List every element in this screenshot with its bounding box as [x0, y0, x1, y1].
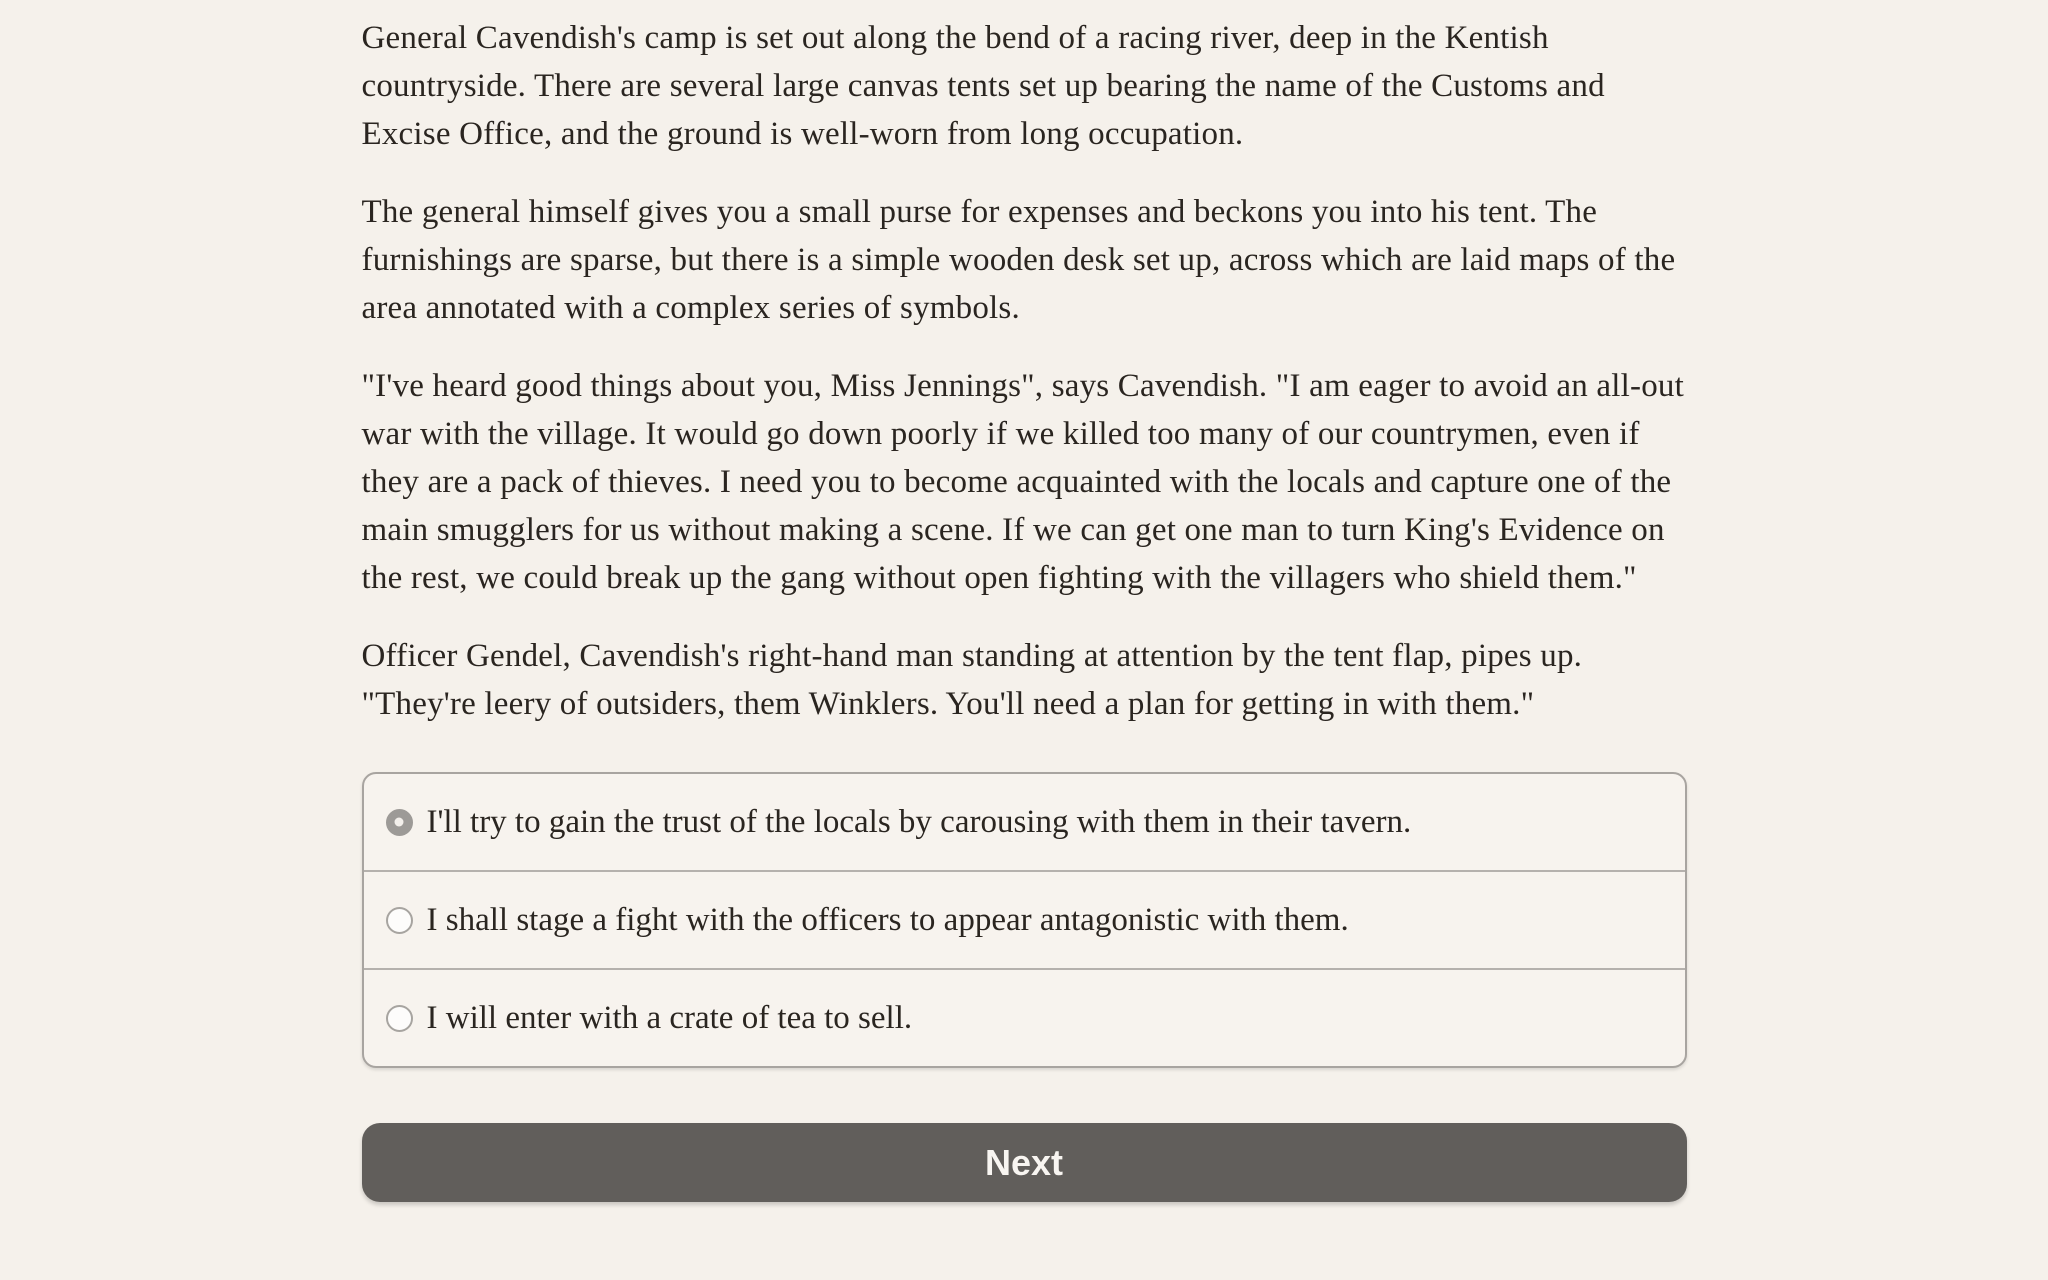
narrative-text — [362, 14, 1687, 728]
radio-button-icon[interactable] — [386, 809, 413, 836]
next-button[interactable]: Next — [362, 1123, 1687, 1202]
choice-label: I shall stage a fight with the officers to appear antagonistic with them. — [426, 902, 1349, 938]
choice-option-3[interactable] — [364, 968, 1685, 1066]
radio-button-icon[interactable] — [386, 907, 413, 934]
story-page — [362, 0, 1687, 1202]
choice-option-2[interactable] — [364, 870, 1685, 968]
radio-button-icon[interactable] — [386, 1005, 413, 1032]
choice-option-1[interactable] — [364, 774, 1685, 870]
story-paragraph: "I've heard good things about you, Miss Jennings", says Cavendish. "I am eager to avoid an all-out war with the village. It would go down poorly if we killed too many of our countrymen, even if they are a pack of thieves. I need you to become acquainted with the locals and capture one of the main smugglers for us without making a scene. If we can get one man to turn King's Evidence on the rest, we could break up the gang without open fighting with the villagers who shield them." — [361, 368, 1684, 596]
choice-label: I'll try to gain the trust of the locals by carousing with them in their tavern. — [426, 804, 1412, 840]
choice-label: I will enter with a crate of tea to sell. — [426, 1000, 913, 1036]
story-paragraph: The general himself gives you a small purse for expenses and beckons you into his tent. The furnishings are sparse, but there is a simple wooden desk set up, across which are laid maps of the area annotated with a complex series of symbols. — [361, 194, 1676, 326]
story-paragraph: Officer Gendel, Cavendish's right-hand man standing at attention by the tent flap, pipes up. "They're leery of outsiders, them Winklers. You'll need a plan for getting in with them." — [361, 638, 1583, 722]
choice-group — [362, 772, 1687, 1068]
story-paragraph: General Cavendish's camp is set out along the bend of a racing river, deep in the Kentish countryside. There are several large canvas tents set up bearing the name of the Customs and Excise Office, and the ground is well-worn from long occupation. — [361, 20, 1605, 152]
